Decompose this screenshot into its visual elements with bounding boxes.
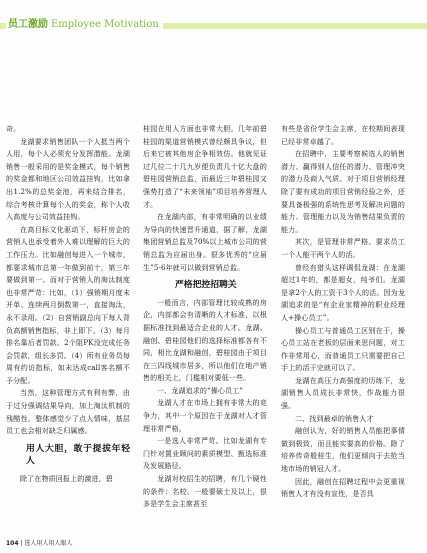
page-number: 104 xyxy=(6,540,19,547)
subheading: 二、找到最卓的销售人才 xyxy=(295,414,374,423)
section-heading: 用人大胆，敢于提拔年轻人 xyxy=(26,443,130,467)
section-title-en: Employee Motivation xyxy=(51,19,159,30)
page-footer xyxy=(6,538,72,547)
paragraph: 除了在物质回报上的激进，碧 xyxy=(20,475,113,484)
paragraph: 曾经有猎头这样调侃龙湖：在龙湖超过1年的，都是超女，纯爷们。龙湖是拿2个人的工资干3个人的活。因为龙湖追求的是“有企业家精神的职业经理人+操心员工”。 xyxy=(281,263,405,322)
publication-name: 选人用人用人眼人 xyxy=(24,540,73,547)
paragraph: 因此，融创在招聘过程中会更重视销售人才有没有宣性，是否具 xyxy=(281,477,405,499)
paragraph: 有些是省份学生会主席，在校期间表现已经非常卓越了。 xyxy=(281,125,405,146)
column-3 xyxy=(281,123,405,501)
footer-separator: | xyxy=(20,540,23,547)
section-tag xyxy=(6,14,163,36)
subheading: 一、龙湖追求的“操心员工” xyxy=(157,386,244,395)
paragraph: 当然，这种管理方式有利有弊，由于过分强调结果导向，加上淘汰机制的残酷性，整体感觉少了点人情味，基层员工也会相对缺乏归属感。 xyxy=(6,389,130,436)
paragraph: 其次，是管理非常严格。要求员工一个人能干两个人的活。 xyxy=(281,238,405,259)
section-heading: 严格把控招聘关 xyxy=(175,280,237,291)
paragraph: 龙湖在高压力高强度的历练下，龙湖销售人员成长非常快，作战能力很强。 xyxy=(281,376,405,411)
column-2 xyxy=(143,123,267,511)
section-title: 员工激励 xyxy=(8,19,48,30)
paragraph: 龙湖要求销售团队一个人抵当两个人用，每个人必须充分发挥潜能。龙湖销售一般采用的是奖金模式，每个销售的奖金都和地区公司效益挂钩，比如拿出1.2%的总奖金池，再来结合排名，综合考核计算每个人的奖金，称个人收入高度与公司效益挂钩。 xyxy=(6,137,130,222)
paragraph: 一是选人非常严苛。比如龙湖有专门针对置业顾问的素质模型、甄选标准及发展路径。 xyxy=(143,437,267,471)
paragraph: 融创认为，好的销售人员能把事情做到极致，而且能实要高的价格。除了培养传奇般桂生，他们更倾向于去抢当地市场的销冠人才。 xyxy=(281,427,405,474)
paragraph: 桂园在用人方面也非常大胆。几年前碧桂园的渠道营销模式曾经颇具争议，但后来它被其他房企争相效仿。他就见证过几位二十几九岁便负责几十亿大盘的碧桂园营销总监，而最近三年碧桂园又强势打造了“未来领袖”项目培养营理人才。 xyxy=(143,125,267,209)
paragraph: 龙湖人才在市场上拥有非常大的竞争力，其中一个原因在于龙湖对人才管理非常严格。 xyxy=(143,399,267,433)
paragraph: 在高目标文化驱动下，标杆房企的营销人也承受着外人难以理解的巨大的工作压力。比如融创每进入一个城市，都要求城市总第一年做到前十，第三年要做到第一。而对于营销人的淘汰制度也非常严苛：比如，（1）强销期月度未开单、连续两月倒数第一，直接淘汰，永不录用。（2）自营销副总向下每人背负高额销售指标，非上即下。（3）每月排名靠后者罚款。2个阻PK没完成任务会罚款，组长多罚。（4）所有业务员每周有约访指标，如未达成call客名额不予分配。 xyxy=(6,225,130,385)
paragraph: 龙湖对校招生的招聘，有几个硬性的条件：名校、一般要硕士及以上，很多是学生会主席甚至 xyxy=(143,475,267,509)
page-header xyxy=(0,14,427,36)
paragraph: 操心员工与普通员工区别在于，操心员工站在老板的层面来思问题，对工作非常用心，而普通员工只需要把自己手上的活干完就可以了。 xyxy=(281,326,405,373)
column-1 xyxy=(6,123,130,486)
paragraph: 奇。 xyxy=(6,125,21,133)
paragraph: 在龙湖内部，有非常明确的以业绩为导向的快速晋升通道，据了解，龙湖集团营销总监及70%以上城市公司的营销总监为应届出身。很多优秀的“应届生”5-6年就可以做到营销总监。 xyxy=(143,213,267,272)
paragraph: 一般而言，内部管理比较成熟的房企，内部都会有清晰的人才标准，以根据标准找到最适合企业的人才。龙湖、融创、碧桂园他们的选择标准都各有不同，相比龙湖和融创，碧桂园由于项目在三四线城市居多，所以他们在地产销售的相关上，门槛相对要低一些。 xyxy=(143,298,267,383)
paragraph: 在招聘中，主要考察候选人的销售潜力、赢得别人信任的潜力、管理冲突的潜力及商人气质。对于项目营销经理除了要有成功的项目营销经验之外，还要具备极强的系统性思考及解决问题的能力、管理能力以及为销售结果负责的能力。 xyxy=(281,150,405,234)
